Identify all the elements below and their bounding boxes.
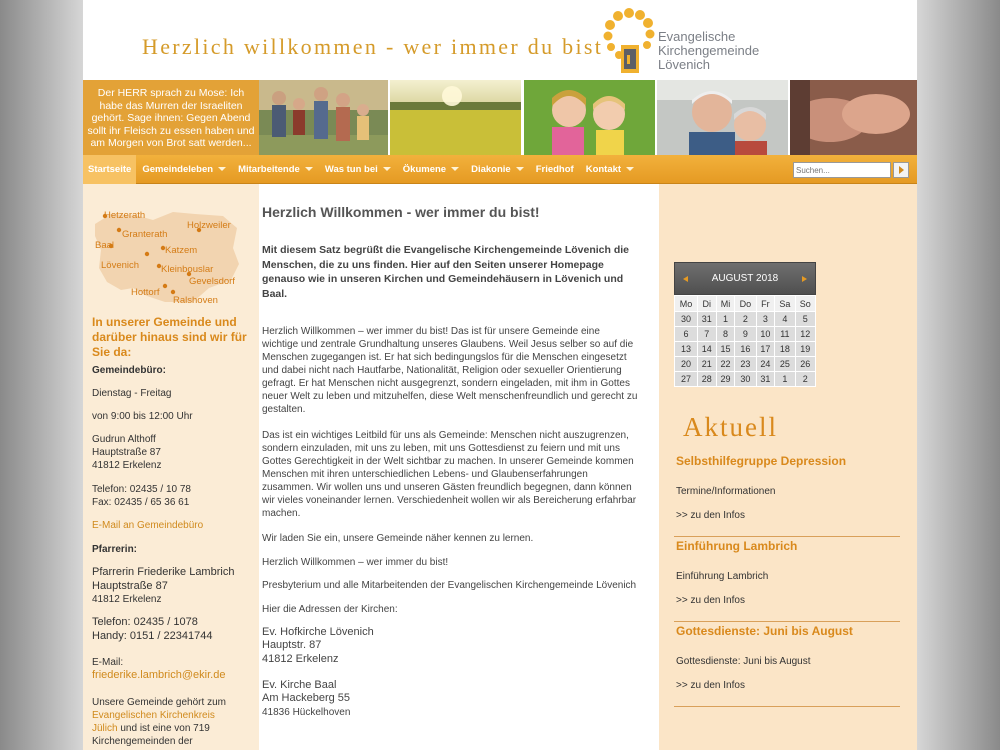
divider <box>674 536 900 537</box>
weekday-header: Mi <box>716 296 735 312</box>
map-label: Baal <box>95 240 115 251</box>
site-header <box>83 0 917 80</box>
map-label: Kleinbouslar <box>161 264 214 275</box>
family-photo <box>259 80 388 155</box>
calendar-day[interactable]: 5 <box>795 312 815 327</box>
map-label: Lövenich <box>101 260 140 271</box>
map-label: Ralshoven <box>173 295 218 306</box>
search-input[interactable] <box>793 162 891 178</box>
office-phone: Telefon: 02435 / 10 78 <box>92 484 191 495</box>
nav-item-gemeindeleben[interactable]: Gemeindeleben <box>136 155 232 184</box>
church-logo-icon[interactable] <box>601 5 661 75</box>
aktuell-title: Aktuell <box>683 412 778 442</box>
office-days: Dienstag - Freitag <box>92 388 172 399</box>
office-fax: Fax: 02435 / 65 36 61 <box>92 497 190 508</box>
calendar-day[interactable]: 30 <box>675 312 698 327</box>
news-item-2-text: Einführung Lambrich <box>676 571 769 582</box>
calendar-day[interactable]: 13 <box>675 342 698 357</box>
office-city: 41812 Erkelenz <box>92 460 162 471</box>
hands-photo <box>790 80 917 155</box>
chevron-down-icon <box>626 167 634 171</box>
paragraph-3: Wir laden Sie ein, unsere Gemeinde näher kennen zu lernen. <box>262 533 534 544</box>
church-2-city: 41836 Hückelhoven <box>262 707 351 718</box>
weekday-header: Do <box>735 296 756 312</box>
calendar-day[interactable]: 11 <box>775 327 795 342</box>
paragraph-5: Presbyterium und alle Mitarbeitenden der Evangelischen Kirchengemeinde Lövenich <box>262 580 637 591</box>
calendar-day[interactable]: 23 <box>735 357 756 372</box>
office-heading: Gemeindebüro: <box>92 365 166 376</box>
page-wrapper <box>83 0 917 750</box>
calendar-day[interactable]: 1 <box>775 372 795 387</box>
nav-item-kontakt[interactable]: Kontakt <box>580 155 640 184</box>
organization-name <box>658 30 759 72</box>
news-item-1-text: Termine/Informationen <box>676 486 776 497</box>
field-photo <box>390 80 521 155</box>
right-sidebar <box>659 184 917 750</box>
org-line-1: Evangelische <box>658 29 736 44</box>
calendar-day[interactable]: 28 <box>697 372 716 387</box>
pastor-city: 41812 Erkelenz <box>92 594 162 605</box>
church-2-name: Ev. Kirche Baal <box>262 679 337 691</box>
calendar-day[interactable]: 8 <box>716 327 735 342</box>
chevron-down-icon <box>218 167 226 171</box>
nav-item-was-tun-bei[interactable]: Was tun bei <box>319 155 397 184</box>
calendar-day[interactable]: 26 <box>795 357 815 372</box>
district-link[interactable]: Evangelischen Kirchenkreis <box>92 710 215 721</box>
news-item-2-heading[interactable]: Einführung Lambrich <box>676 539 798 553</box>
calendar-day[interactable]: 14 <box>697 342 716 357</box>
paragraph-2: Das ist ein wichtiges Leitbild für uns als Gemeinde: Menschen nicht auszugrenzen, sondern einzuladen, mit uns zu leben, mit uns Gottesdienst zu feiern und mit uns Gottes Gerechtigkeit in der Welt sichtbar zu machen. In unserer Gemeinde kommen Menschen mit ihren unterschiedlichen Lebens- und Glaubenserfahrungen zusammen. Wir wollen uns und unseren Gästen freundlich begegnen, dann können wir vieles voneinander lernen. Verschiedenheit wollen wir als Bereicherung erfahrbar machen. <box>262 430 637 519</box>
site-title: Herzlich willkommen - wer immer du bist <box>142 34 604 59</box>
calendar-day[interactable]: 19 <box>795 342 815 357</box>
map-label: Katzem <box>165 245 198 256</box>
district-link-2[interactable]: Jülich <box>92 723 118 734</box>
calendar-grid <box>674 295 816 387</box>
main-navigation <box>83 155 917 184</box>
calendar-days <box>675 312 816 387</box>
calendar-day[interactable]: 16 <box>735 342 756 357</box>
news-item-2-link[interactable]: >> zu den Infos <box>676 595 745 606</box>
calendar-day[interactable]: 15 <box>716 342 735 357</box>
calendar-month: AUGUST 2018 <box>711 273 779 284</box>
pastor-phone: Telefon: 02435 / 1078 <box>92 616 198 628</box>
church-1-city: 41812 Erkelenz <box>262 653 339 665</box>
calendar-day[interactable]: 7 <box>697 327 716 342</box>
chevron-down-icon <box>451 167 459 171</box>
paragraph-6: Hier die Adressen der Kirchen: <box>262 604 398 615</box>
nav-item-oekumene[interactable]: Ökumene <box>397 155 465 184</box>
calendar-day[interactable]: 9 <box>735 327 756 342</box>
sidebar-intro: In unserer Gemeinde und darüber hinaus sind wir für Sie da: <box>92 315 247 359</box>
church-2-street: Am Hackeberg 55 <box>262 692 351 704</box>
district-text-2: und ist eine von 719 <box>120 723 210 734</box>
page-heading: Herzlich Willkommen - wer immer du bist! <box>262 204 540 220</box>
pastor-email-link[interactable]: friederike.lambrich@ekir.de <box>92 669 226 681</box>
calendar-day[interactable]: 6 <box>675 327 698 342</box>
calendar-day[interactable]: 1 <box>716 312 735 327</box>
news-item-1-link[interactable]: >> zu den Infos <box>676 510 745 521</box>
pastor-name: Pfarrerin Friederike Lambrich <box>92 566 235 578</box>
news-item-3-text: Gottesdienste: Juni bis August <box>676 656 811 667</box>
map-label: Gevelsdorf <box>189 276 235 287</box>
map-label: Holzweiler <box>187 220 231 231</box>
church-1-street: Hauptstr. 87 <box>262 639 322 651</box>
search-button[interactable] <box>893 162 909 178</box>
calendar-day[interactable]: 18 <box>775 342 795 357</box>
calendar-day[interactable]: 4 <box>775 312 795 327</box>
office-hours: von 9:00 bis 12:00 Uhr <box>92 411 193 422</box>
calendar-day[interactable]: 30 <box>735 372 756 387</box>
pastor-heading: Pfarrerin: <box>92 544 138 555</box>
pastor-email-label: E-Mail: <box>92 657 124 668</box>
divider <box>674 621 900 622</box>
calendar-day[interactable]: 22 <box>716 357 735 372</box>
calendar-widget <box>674 262 816 387</box>
map-label: Granterath <box>122 229 168 240</box>
chevron-down-icon <box>383 167 391 171</box>
calendar-day[interactable]: 31 <box>697 312 716 327</box>
news-item-3-heading[interactable]: Gottesdienste: Juni bis August <box>676 624 853 638</box>
nav-item-friedhof[interactable]: Friedhof <box>535 164 574 175</box>
chevron-down-icon <box>516 167 524 171</box>
elderly-couple-photo <box>657 80 788 155</box>
pastor-mobile: Handy: 0151 / 22341744 <box>92 630 213 642</box>
district-link-2-line <box>92 722 210 735</box>
org-line-3: Lövenich <box>658 57 711 72</box>
weekday-header: So <box>795 296 815 312</box>
nav-item-mitarbeitende[interactable]: Mitarbeitende <box>232 155 319 184</box>
news-item-1-heading[interactable]: Selbsthilfegruppe Depression <box>676 454 847 468</box>
bible-quote: Der HERR sprach zu Mose: Ich habe das Murren der Israeliten gehört. Sage ihnen: Gegen Abend sollt ihr Fleisch zu essen haben und am Morgen von Brot satt werden... <box>83 80 259 155</box>
calendar-next-icon[interactable] <box>802 276 807 282</box>
calendar-day[interactable]: 12 <box>795 327 815 342</box>
calendar-day[interactable]: 31 <box>756 372 775 387</box>
calendar-day[interactable]: 29 <box>716 372 735 387</box>
calendar-day[interactable]: 24 <box>756 357 775 372</box>
org-line-2: Kirchengemeinde <box>658 43 760 58</box>
calendar-header <box>674 262 816 295</box>
calendar-day[interactable]: 17 <box>756 342 775 357</box>
chevron-down-icon <box>305 167 313 171</box>
weekday-header: Sa <box>775 296 795 312</box>
calendar-day[interactable]: 10 <box>756 327 775 342</box>
office-street: Hauptstraße 87 <box>92 447 161 458</box>
office-email-link[interactable]: E-Mail an Gemeindebüro <box>92 520 204 531</box>
calendar-prev-icon[interactable] <box>683 276 688 282</box>
calendar-day[interactable]: 21 <box>697 357 716 372</box>
news-item-3-link[interactable]: >> zu den Infos <box>676 680 745 691</box>
calendar-day[interactable]: 3 <box>756 312 775 327</box>
nav-item-startseite[interactable]: Startseite <box>83 155 136 184</box>
calendar-day[interactable]: 25 <box>775 357 795 372</box>
main-content <box>262 184 657 750</box>
paragraph-1: Herzlich Willkommen – wer immer du bist! Das ist für unsere Gemeinde eine wichtige und zentrale Grundhaltung unseres Glaubens. Weil Jesus selber so auf die Menschen zugegangen ist. Er hat sich bedingungslos für die Menschen eingesetzt und dabei nicht nach Hautfarbe, Nationalität, Religion oder sexueller Orientierung gefragt. Er hat Menschen nicht ausgegrenzt, sondern eingeladen, mit ihm in Gottes neuer Welt zu leben und mitzuhelfen, diese Welt menschenfreundlich und gerecht zu gestalten. <box>262 326 638 415</box>
weekday-header: Di <box>697 296 716 312</box>
map-label: Hetzerath <box>104 210 146 221</box>
calendar-day[interactable]: 2 <box>795 372 815 387</box>
nav-item-diakonie[interactable]: Diakonie <box>465 155 530 184</box>
lead-paragraph: Mit diesem Satz begrüßt die Evangelische Kirchengemeinde Lövenich die Menschen, die zu uns finden. Hier auf den Seiten unserer Homepage genauso wie in unseren Kirchen und Gemeindehäusern in Lövenich und Baal. <box>262 244 630 300</box>
paragraph-4: Herzlich Willkommen – wer immer du bist! <box>262 557 449 568</box>
arrow-right-icon <box>899 166 904 174</box>
calendar-day[interactable]: 20 <box>675 357 698 372</box>
district-text-3: Kirchengemeinden der <box>92 736 193 747</box>
office-name: Gudrun Althoff <box>92 434 156 445</box>
map-label: Hottorf <box>131 287 160 298</box>
calendar-day[interactable]: 2 <box>735 312 756 327</box>
weekday-header: Fr <box>756 296 775 312</box>
banner <box>83 80 917 155</box>
children-photo <box>524 80 655 155</box>
weekday-header: Mo <box>675 296 698 312</box>
pastor-street: Hauptstraße 87 <box>92 580 168 592</box>
parish-map[interactable] <box>91 206 241 306</box>
calendar-day[interactable]: 27 <box>675 372 698 387</box>
church-1-name: Ev. Hofkirche Lövenich <box>262 626 374 638</box>
divider <box>674 706 900 707</box>
left-sidebar <box>83 184 259 750</box>
district-text: Unsere Gemeinde gehört zum <box>92 697 226 708</box>
